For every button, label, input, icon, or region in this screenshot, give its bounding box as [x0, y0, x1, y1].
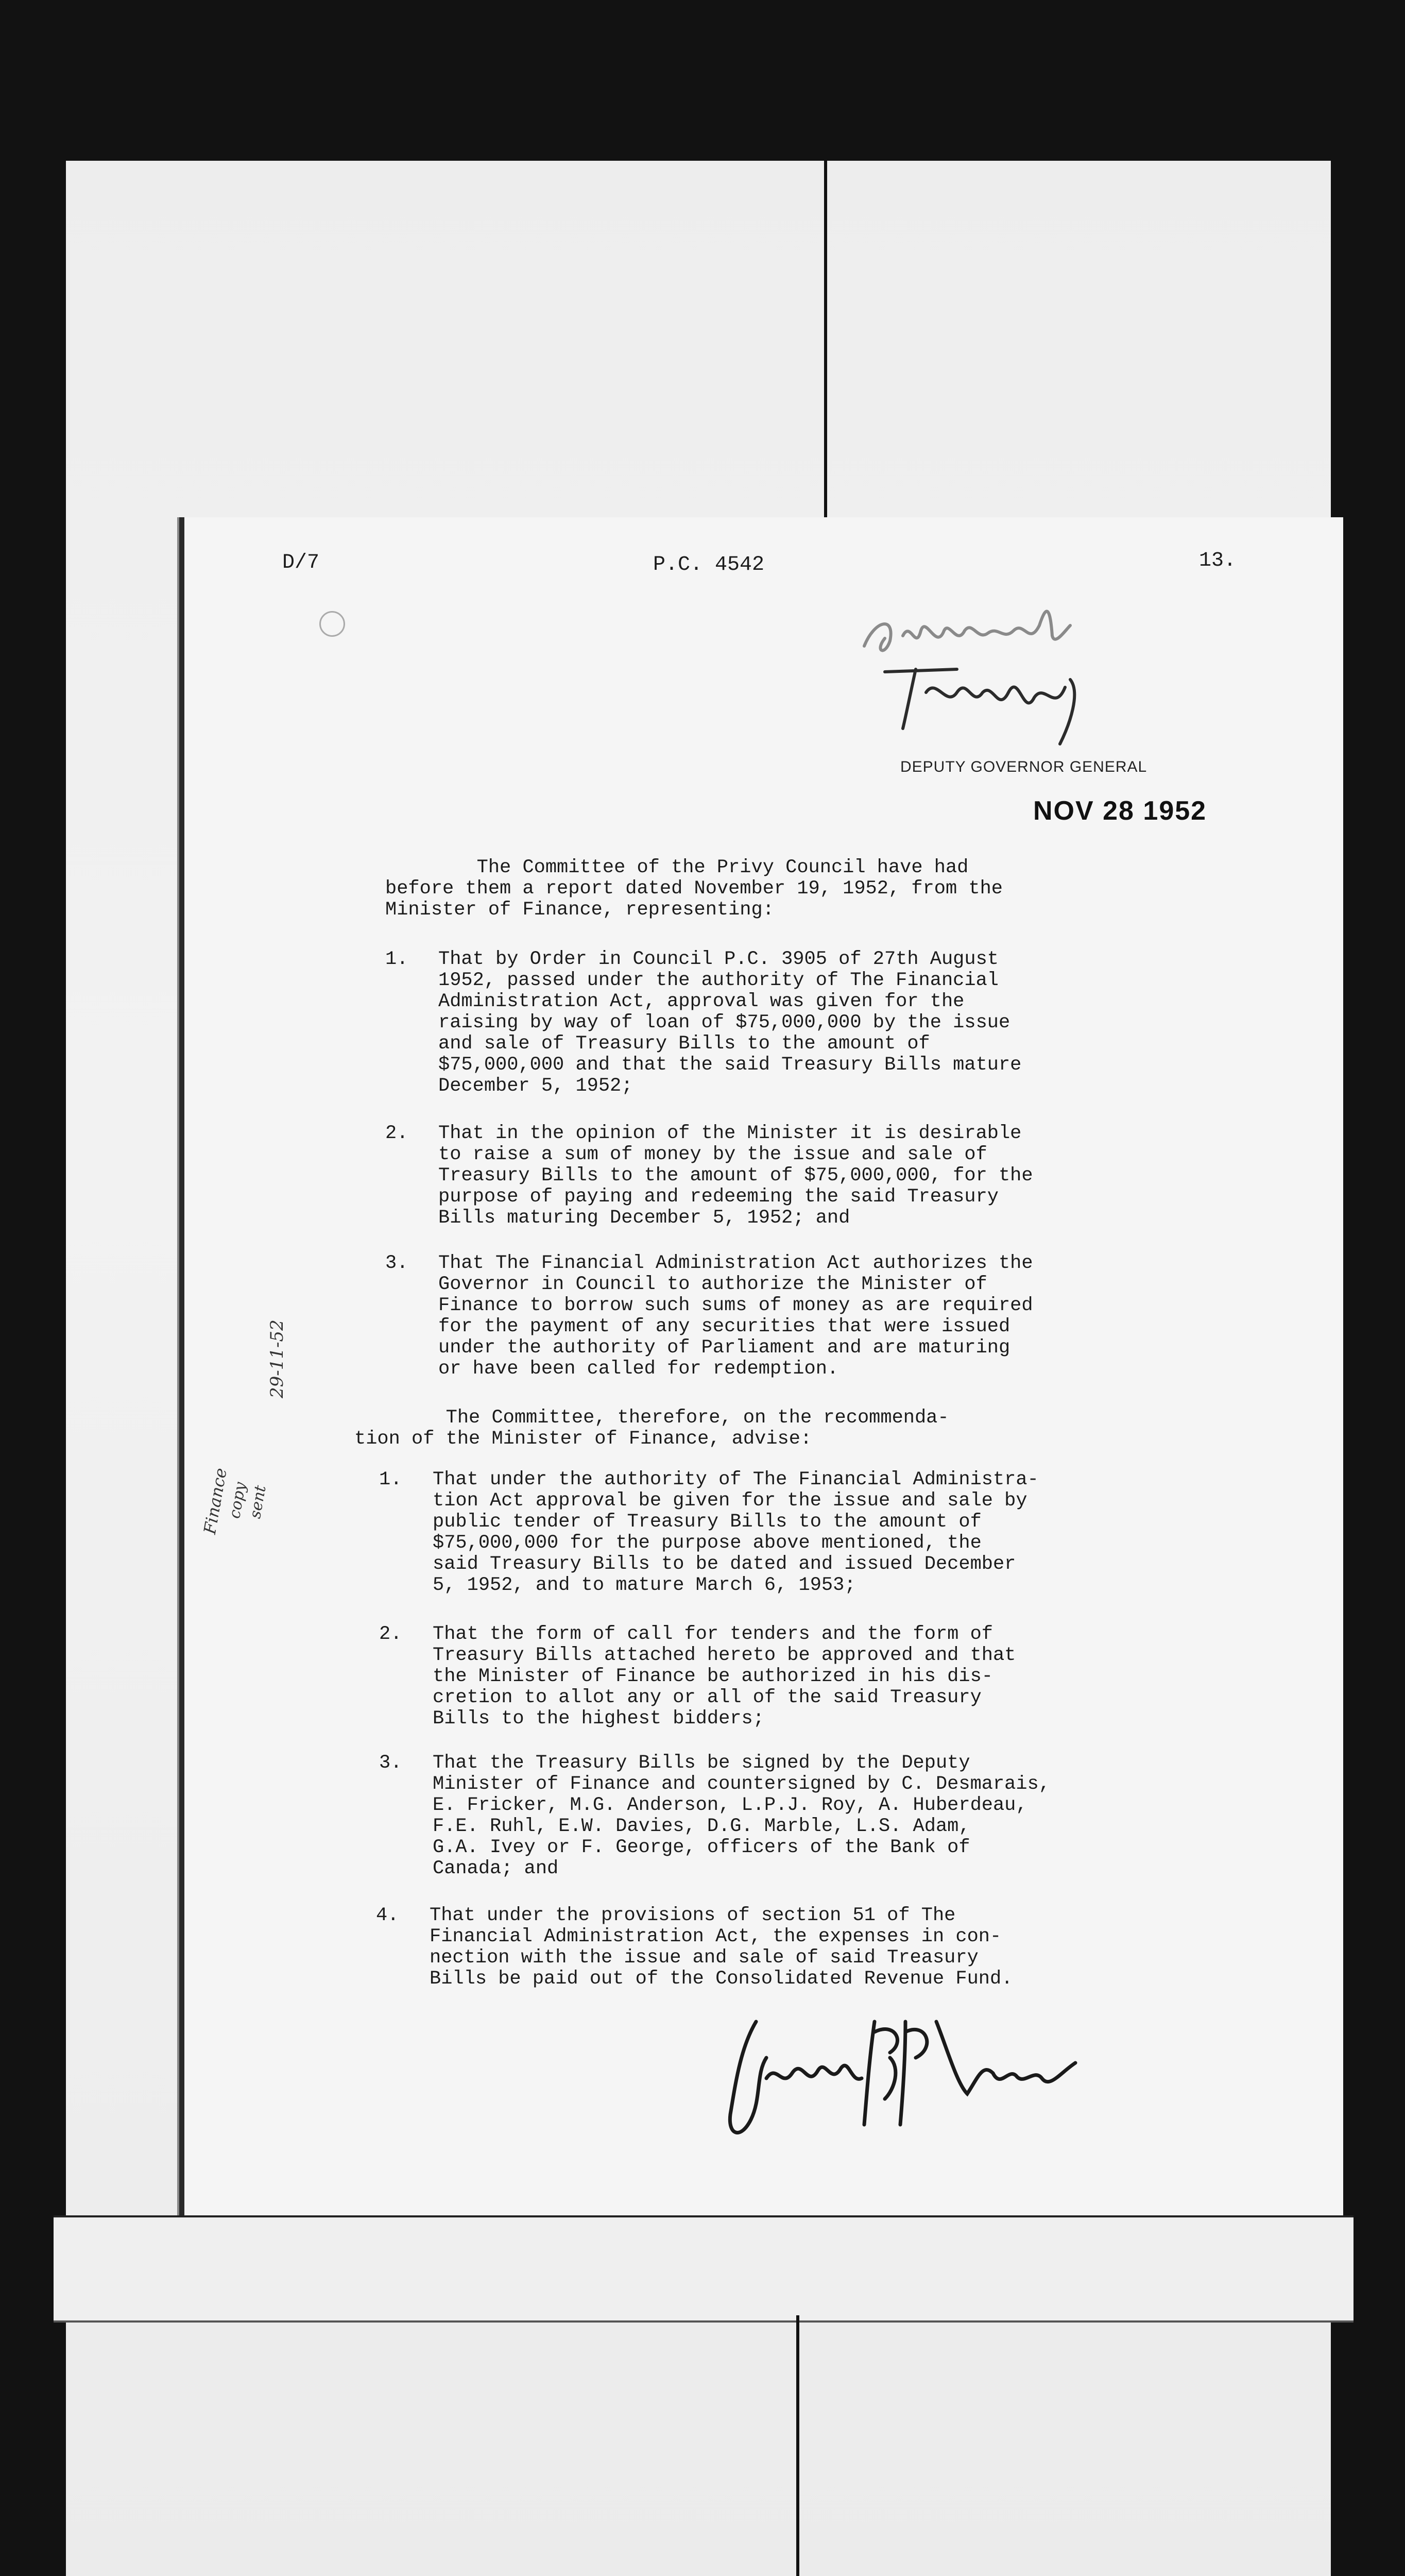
paragraph-line: purpose of paying and redeeming the said Treasury: [438, 1186, 999, 1208]
paragraph-line: Bills be paid out of the Consolidated Revenue Fund.: [430, 1968, 1013, 1990]
paragraph-line: tion of the Minister of Finance, advise:: [354, 1428, 812, 1450]
approval-signature: [854, 589, 1101, 749]
paragraph-line: That the Treasury Bills be signed by the Deputy: [433, 1752, 970, 1774]
item-number: 1.: [379, 1469, 402, 1490]
intro-line: Minister of Finance, representing:: [385, 899, 774, 921]
paper-band: [54, 2215, 1353, 2323]
paragraph-line: That under the authority of The Financial Administra-: [433, 1469, 1039, 1490]
item-number: 2.: [385, 1123, 408, 1144]
paragraph-line: That the form of call for tenders and the form of: [433, 1623, 993, 1645]
item-number: 3.: [385, 1252, 408, 1274]
paragraph-line: F.E. Ruhl, E.W. Davies, D.G. Marble, L.S. Adam,: [433, 1816, 970, 1837]
paragraph-line: Treasury Bills attached hereto be approved and that: [433, 1645, 1016, 1666]
paragraph-line: Governor in Council to authorize the Minister of: [438, 1274, 987, 1295]
paragraph-line: Treasury Bills to the amount of $75,000,000, for the: [438, 1165, 1033, 1187]
paragraph-line: public tender of Treasury Bills to the amount of: [433, 1511, 982, 1533]
advice-paragraph: [433, 1624, 1016, 1730]
margin-note-date: 29-11-52: [267, 1319, 287, 1398]
punch-hole: [319, 611, 345, 637]
paragraph-line: Administration Act, approval was given for the: [438, 991, 965, 1012]
paragraph-line: That under the provisions of section 51 of The: [430, 1905, 956, 1926]
paragraph-line: under the authority of Parliament and are maturing: [438, 1337, 1010, 1359]
advice-paragraph: [433, 1469, 1039, 1596]
paragraph-line: That by Order in Council P.C. 3905 of 27th August: [438, 948, 999, 970]
clerk-signature: [720, 2001, 1081, 2150]
advice-paragraph: [430, 1905, 1013, 1990]
document-page: [179, 517, 1343, 2215]
fold-line-top: [824, 161, 827, 527]
paragraph-line: tion Act approval be given for the issue and sale by: [433, 1490, 1027, 1512]
item-number: 2.: [379, 1623, 402, 1645]
paragraph-line: Canada; and: [433, 1858, 559, 1879]
stamp-date: NOV 28 1952: [1033, 796, 1207, 826]
paragraph-line: to raise a sum of money by the issue and sale of: [438, 1144, 987, 1165]
paragraph-line: or have been called for redemption.: [438, 1358, 839, 1380]
margin-note-line: sent: [246, 1484, 270, 1520]
margin-note-line: Finance: [200, 1466, 231, 1536]
paragraph-line: nection with the issue and sale of said Treasury: [430, 1947, 979, 1969]
representation-paragraph: [438, 949, 1021, 1097]
paragraph-line: The Committee, therefore, on the recommenda-: [354, 1407, 949, 1429]
order-number: P.C. 4542: [653, 553, 765, 577]
paragraph-line: for the payment of any securities that were issued: [438, 1316, 1010, 1337]
paragraph-line: That The Financial Administration Act authorizes the: [438, 1252, 1033, 1274]
intro-line: The Committee of the Privy Council have had: [385, 857, 969, 878]
paragraph-line: $75,000,000 and that the said Treasury Bills mature: [438, 1054, 1022, 1076]
fold-line-bottom: [796, 2315, 799, 2576]
paragraph-line: G.A. Ivey or F. George, officers of the Bank of: [433, 1837, 970, 1858]
paragraph-line: Bills maturing December 5, 1952; and: [438, 1207, 850, 1229]
paragraph-line: cretion to allot any or all of the said Treasury: [433, 1687, 982, 1708]
paragraph-line: Bills to the highest bidders;: [433, 1708, 764, 1730]
item-number: 4.: [376, 1905, 399, 1926]
paragraph-line: E. Fricker, M.G. Anderson, L.P.J. Roy, A. Huberdeau,: [433, 1794, 1027, 1816]
stamp-title: DEPUTY GOVERNOR GENERAL: [900, 758, 1147, 775]
paragraph-line: 1952, passed under the authority of The Financial: [438, 970, 999, 991]
file-reference: D/7: [282, 551, 320, 574]
margin-note: [179, 1319, 334, 1558]
margin-note-line: copy: [226, 1481, 250, 1520]
paragraph-line: 5, 1952, and to mature March 6, 1953;: [433, 1574, 856, 1596]
advice-paragraph: [433, 1753, 1050, 1879]
paragraph-line: Finance to borrow such sums of money as are required: [438, 1295, 1033, 1316]
paragraph-line: $75,000,000 for the purpose above mentioned, the: [433, 1532, 982, 1554]
paragraph-line: said Treasury Bills to be dated and issued December: [433, 1553, 1016, 1575]
page-number: 13.: [1199, 549, 1237, 572]
item-number: 1.: [385, 948, 408, 970]
intro-line: before them a report dated November 19, 1952, from the: [385, 878, 1003, 900]
advise-intro-paragraph: [354, 1408, 949, 1450]
paragraph-line: raising by way of loan of $75,000,000 by the issue: [438, 1012, 1010, 1033]
representation-paragraph: [438, 1123, 1033, 1229]
paragraph-line: Minister of Finance and countersigned by C. Desmarais,: [433, 1773, 1050, 1795]
item-number: 3.: [379, 1752, 402, 1774]
paragraph-line: December 5, 1952;: [438, 1075, 633, 1097]
paragraph-line: Financial Administration Act, the expenses in con-: [430, 1926, 1002, 1947]
paragraph-line: and sale of Treasury Bills to the amount of: [438, 1033, 930, 1055]
paragraph-line: That in the opinion of the Minister it is desirable: [438, 1123, 1022, 1144]
paragraph-line: the Minister of Finance be authorized in his dis-: [433, 1666, 993, 1687]
intro-paragraph: [385, 857, 1003, 921]
representation-paragraph: [438, 1253, 1033, 1380]
